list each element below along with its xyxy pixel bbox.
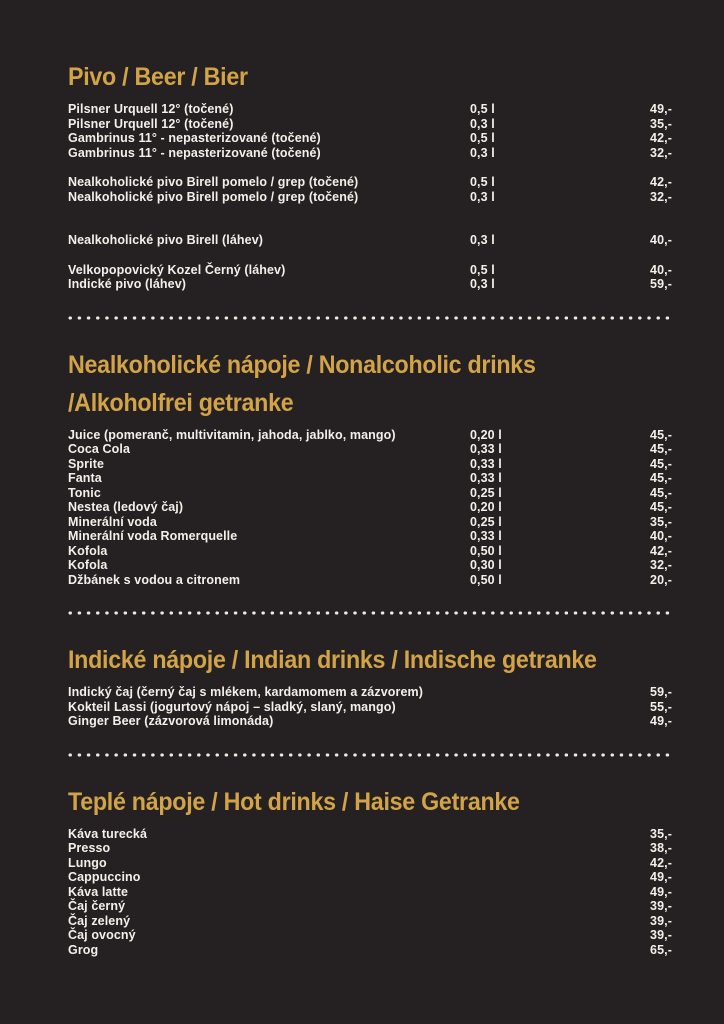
- menu-item-row: [68, 573, 672, 588]
- item-price: 32,-: [650, 189, 672, 204]
- item-price: 45,-: [650, 485, 672, 500]
- menu-item-row: [68, 714, 672, 729]
- item-name: Káva turecká: [68, 826, 148, 841]
- section-title-line: /Alkoholfrei getranke: [68, 388, 294, 417]
- item-volume: 0,3 l: [470, 116, 495, 131]
- item-name: Čaj černý: [68, 899, 126, 913]
- menu-item-row: [68, 700, 672, 715]
- item-price: 32,-: [650, 558, 672, 572]
- item-volume: 0,50 l: [470, 543, 502, 558]
- item-price: 40,-: [650, 262, 672, 277]
- menu-item-row: [68, 841, 672, 856]
- item-price: 40,-: [650, 233, 672, 247]
- menu-item-row: [68, 175, 672, 190]
- menu-item-row: [68, 515, 672, 530]
- menu-item-row: [68, 471, 672, 486]
- item-name: Kofola: [68, 558, 108, 572]
- menu-item-group: [68, 175, 672, 204]
- item-volume: 0,3 l: [470, 233, 495, 247]
- menu-item-row: [68, 263, 672, 278]
- item-name: Pilsner Urquell 12° (točené): [68, 116, 234, 131]
- item-name: Sprite: [68, 456, 105, 471]
- item-name: Indické pivo (láhev): [68, 277, 187, 291]
- drinks-menu: [68, 58, 672, 957]
- menu-item-row: [68, 500, 672, 515]
- menu-item-group: [68, 685, 672, 729]
- item-name: Grog: [68, 942, 99, 957]
- item-name: Kokteil Lassi (jogurtový nápoj – sladký, slaný, mango): [68, 699, 396, 714]
- item-volume: 0,20 l: [470, 500, 502, 514]
- menu-item-row: [68, 870, 672, 885]
- section-title-line: Pivo / Beer / Bier: [68, 63, 248, 91]
- item-price: 59,-: [650, 685, 672, 699]
- menu-section-beer: [68, 58, 672, 292]
- item-volume: 0,33 l: [470, 529, 502, 543]
- item-volume: 0,33 l: [470, 471, 502, 485]
- item-volume: 0,5 l: [470, 131, 495, 145]
- section-title-hot: [68, 783, 672, 821]
- item-price: 42,-: [650, 543, 672, 558]
- item-price: 38,-: [650, 841, 672, 855]
- menu-item-row: [68, 899, 672, 914]
- item-volume: 0,33 l: [470, 456, 502, 471]
- item-volume: 0,50 l: [470, 572, 502, 587]
- item-price: 65,-: [650, 942, 672, 957]
- item-price: 45,-: [650, 442, 672, 456]
- dotted-separator: [68, 611, 672, 615]
- menu-item-row: [68, 233, 672, 248]
- item-price: 42,-: [650, 175, 672, 189]
- item-price: 42,-: [650, 855, 672, 870]
- menu-item-row: [68, 102, 672, 117]
- menu-item-group: [68, 102, 672, 160]
- item-volume: 0,30 l: [470, 558, 502, 572]
- item-price: 39,-: [650, 913, 672, 928]
- menu-item-row: [68, 544, 672, 559]
- menu-section-indian: [68, 641, 672, 729]
- item-price: 42,-: [650, 131, 672, 145]
- item-price: 35,-: [650, 826, 672, 841]
- item-price: 40,-: [650, 529, 672, 543]
- item-price: 45,-: [650, 500, 672, 514]
- item-price: 35,-: [650, 116, 672, 131]
- menu-item-row: [68, 117, 672, 132]
- menu-item-row: [68, 685, 672, 700]
- menu-item-group: [68, 428, 672, 588]
- item-name: Nealkoholické pivo Birell pomelo / grep (točené): [68, 189, 359, 204]
- menu-section-nonalcoholic: [68, 346, 672, 588]
- item-name: Nealkoholické pivo Birell (láhev): [68, 233, 264, 247]
- item-price: 45,-: [650, 427, 672, 442]
- menu-item-row: [68, 928, 672, 943]
- item-name: Tonic: [68, 485, 101, 500]
- item-name: Nealkoholické pivo Birell pomelo / grep (točené): [68, 175, 359, 189]
- menu-item-row: [68, 190, 672, 205]
- section-title-line: Teplé nápoje / Hot drinks / Haise Getranke: [68, 787, 520, 816]
- item-name: Čaj ovocný: [68, 928, 136, 942]
- item-price: 49,-: [650, 884, 672, 899]
- item-price: 35,-: [650, 514, 672, 529]
- section-title-indian: [68, 641, 672, 679]
- item-name: Lungo: [68, 855, 107, 870]
- section-title-line: Indické nápoje / Indian drinks / Indische getranke: [68, 646, 597, 674]
- item-price: 45,-: [650, 456, 672, 471]
- item-volume: 0,33 l: [470, 442, 502, 456]
- item-name: Pilsner Urquell 12° (točené): [68, 102, 234, 116]
- menu-item-group: [68, 233, 672, 248]
- item-volume: 0,5 l: [470, 262, 495, 277]
- menu-item-row: [68, 914, 672, 929]
- menu-section-hot: [68, 783, 672, 958]
- section-title-line: Nealkoholické nápoje / Nonalcoholic drinks: [68, 350, 536, 379]
- item-volume: 0,25 l: [470, 485, 502, 500]
- item-name: Minerální voda Romerquelle: [68, 529, 238, 543]
- menu-item-row: [68, 827, 672, 842]
- item-volume: 0,3 l: [470, 277, 495, 291]
- item-name: Indický čaj (černý čaj s mlékem, kardamomem a zázvorem): [68, 685, 423, 699]
- item-volume: 0,5 l: [470, 175, 495, 189]
- item-name: Gambrinus 11° - nepasterizované (točené): [68, 131, 321, 145]
- item-name: Fanta: [68, 471, 102, 485]
- item-name: Juice (pomeranč, multivitamin, jahoda, jablko, mango): [68, 427, 396, 442]
- item-price: 20,-: [650, 572, 672, 587]
- menu-item-row: [68, 856, 672, 871]
- item-volume: 0,25 l: [470, 514, 502, 529]
- item-name: Káva latte: [68, 884, 129, 899]
- item-name: Čaj zelený: [68, 913, 131, 928]
- item-volume: 0,5 l: [470, 102, 495, 116]
- menu-item-row: [68, 457, 672, 472]
- item-name: Cappuccino: [68, 870, 141, 884]
- menu-item-row: [68, 428, 672, 443]
- section-title-nonalcoholic: [68, 346, 672, 422]
- item-price: 49,-: [650, 870, 672, 884]
- menu-item-row: [68, 529, 672, 544]
- item-volume: 0,20 l: [470, 427, 502, 442]
- item-name: Velkopopovický Kozel Černý (láhev): [68, 262, 286, 277]
- item-price: 55,-: [650, 699, 672, 714]
- item-price: 49,-: [650, 714, 672, 728]
- menu-item-row: [68, 442, 672, 457]
- menu-item-row: [68, 277, 672, 292]
- item-price: 59,-: [650, 277, 672, 291]
- item-price: 45,-: [650, 471, 672, 485]
- item-price: 39,-: [650, 928, 672, 942]
- item-name: Kofola: [68, 543, 108, 558]
- menu-item-row: [68, 558, 672, 573]
- item-volume: 0,3 l: [470, 145, 495, 160]
- menu-item-group: [68, 827, 672, 958]
- item-price: 39,-: [650, 899, 672, 913]
- menu-item-group: [68, 263, 672, 292]
- menu-item-row: [68, 146, 672, 161]
- menu-item-row: [68, 486, 672, 501]
- menu-item-row: [68, 885, 672, 900]
- menu-item-row: [68, 131, 672, 146]
- section-title-beer: [68, 58, 672, 96]
- item-price: 49,-: [650, 102, 672, 116]
- item-name: Coca Cola: [68, 442, 131, 456]
- item-name: Presso: [68, 841, 111, 855]
- item-name: Gambrinus 11° - nepasterizované (točené): [68, 145, 321, 160]
- item-name: Minerální voda: [68, 514, 157, 529]
- dotted-separator: [68, 316, 672, 320]
- item-name: Džbánek s vodou a citronem: [68, 572, 241, 587]
- item-name: Nestea (ledový čaj): [68, 500, 184, 514]
- item-name: Ginger Beer (zázvorová limonáda): [68, 714, 274, 728]
- dotted-separator: [68, 753, 672, 757]
- item-volume: 0,3 l: [470, 189, 495, 204]
- menu-item-row: [68, 943, 672, 958]
- item-price: 32,-: [650, 145, 672, 160]
